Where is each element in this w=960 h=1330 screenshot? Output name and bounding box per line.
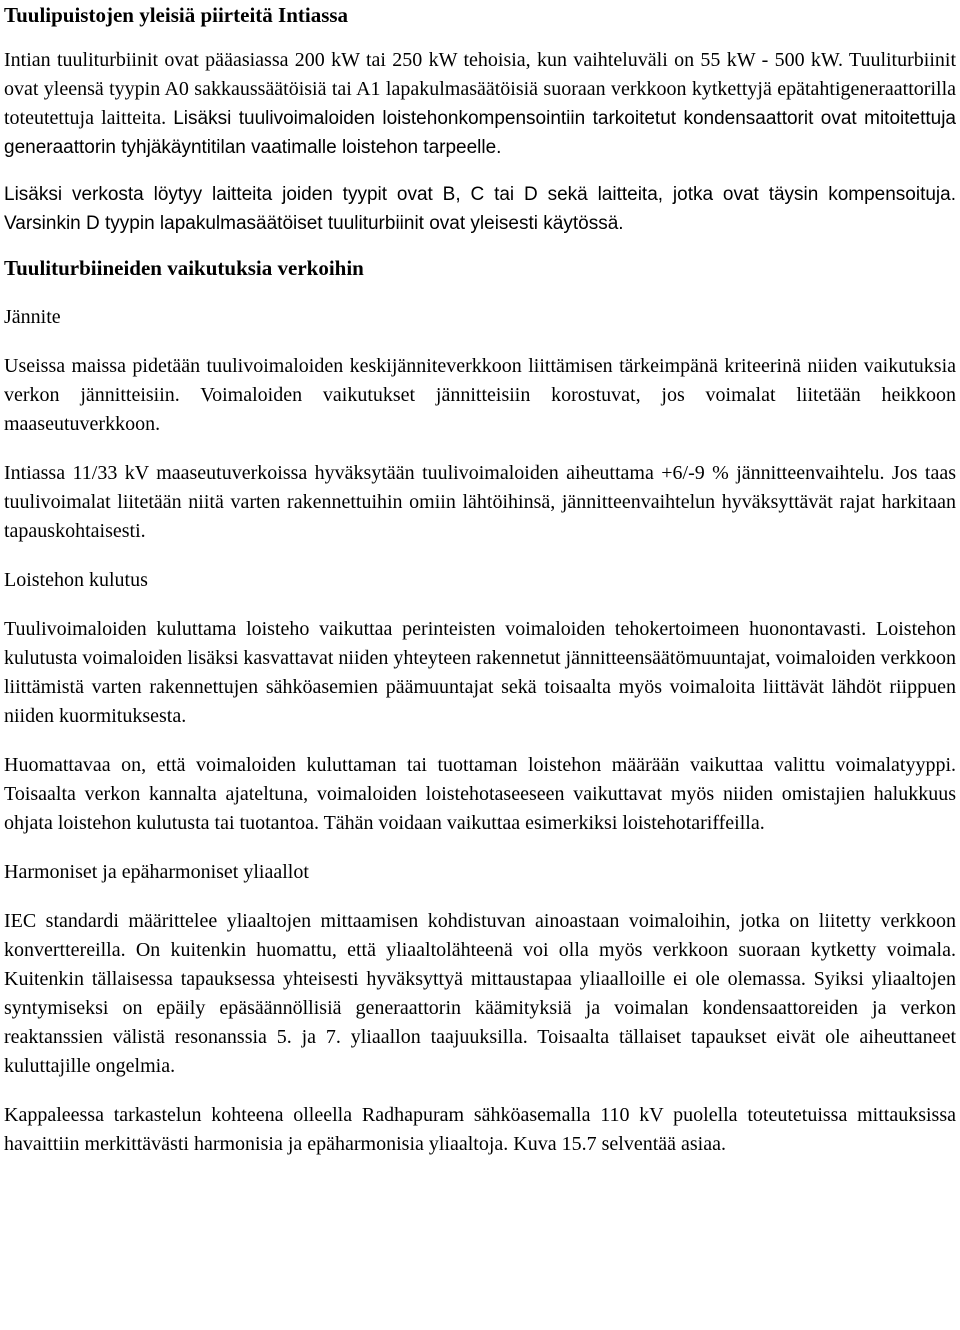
subsection-title-harmonics: Harmoniset ja epäharmoniset yliaallot xyxy=(4,861,309,883)
paragraph-voltage-1: Useissa maissa pidetään tuulivoimaloiden keskijänniteverkkoon liittämisen tärkeimpänä kriteerinä niiden vaikutuksia verkon jännitteisiin. Voimaloiden vaikutukset jännitteisiin korostuvat, jos voimalat liitetään heikkoon maaseutuverkkoon. xyxy=(4,355,956,435)
document-page xyxy=(4,0,956,1159)
subsection-title-voltage: Jännite xyxy=(4,306,61,328)
paragraph-reactive-power-2: Huomattavaa on, että voimaloiden kuluttaman tai tuottaman loistehon määrään vaikuttaa valittu voimalatyyppi. Toisaalta verkon kannalta ajateltuna, voimaloiden loistehotaseeseen vaikuttavat myös niiden omistajien halukkuus ohjata loistehon kulutusta tai tuotantoa. Tähän voidaan vaikuttaa esimerkiksi loistehotariffeilla. xyxy=(4,754,956,834)
paragraph-reactive-power-1: Tuulivoimaloiden kuluttama loisteho vaikuttaa perinteisten voimaloiden tehokertoimeen huonontavasti. Loistehon kulutusta voimaloiden lisäksi kasvattavat niiden yhteyteen rakennetut jännitteensäätömuuntajat, voimaloiden verkkoon liittämistä varten rakennettujen sähköasemien päämuuntajat sekä toisaalta myös voimaloita liittävät lähdöt riippuen niiden kuormituksesta. xyxy=(4,618,956,727)
paragraph-harmonics-1: IEC standardi määrittelee yliaaltojen mittaamisen kohdistuvan ainoastaan voimaloihin, jotka on liitetty verkkoon konverttereilla. On kuitenkin huomattu, että yliaaltolähteenä voi olla myös verkkoon suoraan kytketty voimala. Kuitenkin tällaisessa tapauksessa yhteisesti hyväksyttyä mittaustapaa yliaalloille ei ole olemassa. Syiksi yliaaltojen syntymiseksi on epäily epäsäännöllisiä generaattorin käämityksiä ja voimalan kondensaattoreiden ja verkon reaktanssien välistä resonanssia 5. ja 7. yliaallon taajuuksilla. Toisaalta tällaiset tapaukset eivät ole aiheuttaneet kuluttajille ongelmia. xyxy=(4,910,956,1077)
section-title-wind-parks-india: Tuulipuistojen yleisiä piirteitä Intiassa xyxy=(4,3,349,27)
paragraph-turbine-features-sans: Lisäksi tuulivoimaloiden loistehonkompensointiin tarkoitetut kondensaattorit ovat mitoitettuja generaattorin tyhjäkäyntitilan vaatimalle loistehon tarpeelle. xyxy=(4,108,956,158)
paragraph-voltage-2: Intiassa 11/33 kV maaseutuverkoissa hyväksytään tuulivoimaloiden aiheuttama +6/-9 % jännitteenvaihtelu. Jos taas tuulivoimalat liitetään niitä varten rakennettuihin omiin lähtöihinsä, jännitteenvaihtelun hyväksyttävät rajat harkitaan tapauskohtaisesti. xyxy=(4,462,956,542)
paragraph-network-devices: Lisäksi verkosta löytyy laitteita joiden tyypit ovat B, C tai D sekä laitteita, jotka ovat täysin kompensoituja. Varsinkin D tyypin lapakulmasäätöiset tuuliturbiinit ovat yleisesti käytössä. xyxy=(4,184,956,234)
paragraph-turbine-features-serif: Intian tuuliturbiinit ovat pääasiassa 200 kW tai 250 kW tehoisia, kun vaihteluväli on 55 kW - 500 kW. Tuuliturbiinit ovat yleensä tyypin A0 sakkaussäätöisiä tai A1 lapakulmasäätöisiä suoraan verkkoon kytkettyjä epätahtigeneraattorilla toteutettuja laitteita. xyxy=(4,49,956,129)
paragraph-harmonics-2: Kappaleessa tarkastelun kohteena olleella Radhapuram sähköasemalla 110 kV puolella toteutetuissa mittauksissa havaittiin merkittävästi harmonisia ja epäharmonisia yliaaltoja. Kuva 15.7 selventää asiaa. xyxy=(4,1104,956,1155)
paragraph-turbine-features xyxy=(4,46,956,162)
subsection-title-reactive-power: Loistehon kulutus xyxy=(4,569,148,591)
section-title-turbine-effects: Tuuliturbiineiden vaikutuksia verkoihin xyxy=(4,256,364,280)
